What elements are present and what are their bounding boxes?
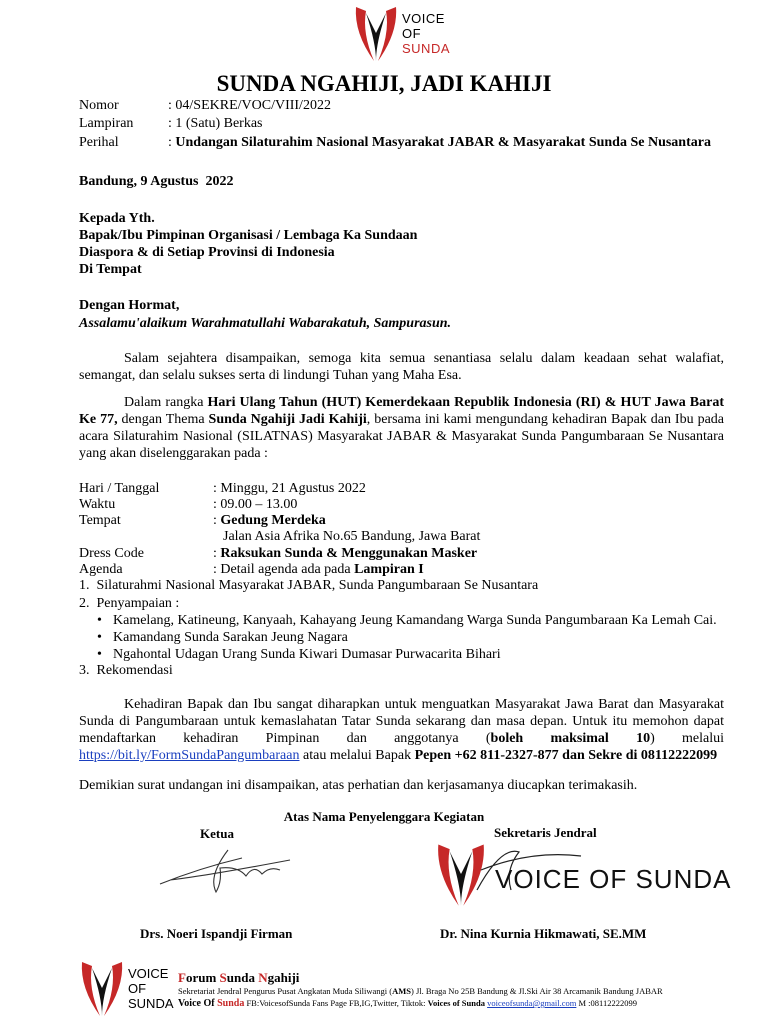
- chair-signature: [150, 840, 300, 900]
- meta-lampiran-label: Lampiran: [79, 116, 134, 131]
- agenda-item: 2. Penyampaian :: [79, 596, 180, 611]
- list-item: • Kamandang Sunda Sarakan Jeung Nagara: [97, 629, 717, 646]
- event-time-value: : 09.00 – 13.00: [213, 497, 298, 512]
- closing-sentence: Demikian surat undangan ini disampaikan, atas perhatian dan kerjasamanya diucapkan terimakasih.: [79, 778, 638, 793]
- event-time-label: Waktu: [79, 497, 116, 512]
- list-item: • Kamelang, Katineung, Kanyaah, Kahayang Jeung Kamandang Warga Sunda Pangumbaraan Ka Lemah Cai.: [97, 612, 717, 629]
- event-place-label: Tempat: [79, 513, 121, 528]
- agenda-item: 3. Rekomendasi: [79, 663, 173, 678]
- paragraph-opening: Salam sejahtera disampaikan, semoga kita semua senantiasa selalu dalam keadaan sehat walafiat, semangat, dan selalu sukses serta di lindungi Tuhan yang Maha Esa.: [79, 351, 724, 383]
- event-dress-label: Dress Code: [79, 546, 144, 561]
- event-date-label: Hari / Tanggal: [79, 481, 160, 496]
- footer-org-name: Forum Sunda Ngahiji: [178, 970, 300, 985]
- header-logo: [352, 3, 462, 65]
- letter-date: Bandung, 9 Agustus 2022: [79, 174, 234, 189]
- registration-link[interactable]: https://bit.ly/FormSundaPangumbaraan: [79, 748, 300, 763]
- recipient-block: [79, 210, 417, 278]
- meta-nomor-label: Nomor: [79, 98, 119, 113]
- recipient-line: Kepada Yth.: [79, 211, 155, 226]
- list-item: • Ngahontal Udagan Urang Sunda Kiwari Dumasar Purwacarita Bihari: [97, 646, 717, 663]
- logo-voice-text: VOICE: [128, 966, 169, 981]
- recipient-line: Di Tempat: [79, 262, 142, 277]
- meta-perihal-value: : Undangan Silaturahim Nasional Masyarakat JABAR & Masyarakat Sunda Se Nusantara: [168, 135, 711, 150]
- agenda-bullet-list: [97, 612, 717, 663]
- letter-title: SUNDA NGAHIJI, JADI KAHIJI: [216, 71, 552, 96]
- paragraph-invitation: Dalam rangka Hari Ulang Tahun (HUT) Kemerdekaan Republik Indonesia (RI) & HUT Jawa Barat Ke 77, dengan Thema Sunda Ngahiji Jadi Kahiji, bersama ini kami mengundang kehadiran Bapak dan Ibu pada acara Silaturahim Nasional (SILATNAS) Masyarakat JABAR & Masyarakat Sunda Pangumbaraan Se Nusantara yang akan diselenggarakan pada :: [79, 395, 724, 461]
- chair-name: Drs. Noeri Ispandji Firman: [140, 926, 293, 941]
- greeting: Dengan Hormat,: [79, 298, 180, 313]
- recipient-line: Bapak/Ibu Pimpinan Organisasi / Lembaga Ka Sundaan: [79, 228, 418, 243]
- chair-title: Ketua: [200, 826, 234, 841]
- footer-contacts: Voice Of Sunda FB:VoicesofSunda Fans Page FB,IG,Twitter, Tiktok: Voices of Sunda voiceofsunda@gmail.com M :08112222099: [178, 998, 637, 1009]
- voice-of-sunda-emblem-icon: [78, 958, 126, 1018]
- meta-lampiran-value: : 1 (Satu) Berkas: [168, 116, 263, 131]
- event-date-value: : Minggu, 21 Agustus 2022: [213, 481, 366, 496]
- meta-nomor-value: : 04/SEKRE/VOC/VIII/2022: [168, 98, 331, 113]
- stamp-text: VOICE OF SUNDA: [495, 864, 732, 894]
- voice-of-sunda-emblem-icon: [352, 3, 400, 63]
- footer-logo: [78, 958, 178, 1020]
- organizer-heading: Atas Nama Penyelenggara Kegiatan: [283, 809, 485, 824]
- logo-sunda-text: SUNDA: [128, 996, 174, 1011]
- paragraph-registration: Kehadiran Bapak dan Ibu sangat diharapkan untuk menguatkan Masyarakat Jawa Barat dan Masyarakat Sunda di Pangumbaraan untuk kemaslahatan Tatar Sunda sekarang dan masa depan. Untuk itu memohon dapat mendaftarkan kehadiran Pimpinan dan anggotanya (boleh maksimal 10) melalui https://bit.ly/FormSundaPangumbaraan atau melalui Bapak Pepen +62 811-2327-877 dan Sekre di 08112222099: [79, 697, 725, 763]
- logo-of-text: OF: [402, 26, 422, 41]
- recipient-line: Diaspora & di Setiap Provinsi di Indonesia: [79, 245, 335, 260]
- event-agenda-value: : Detail agenda ada pada Lampiran I: [213, 562, 424, 577]
- logo-of-text: OF: [128, 981, 147, 996]
- salam: Assalamu'alaikum Warahmatullahi Wabarakatuh, Sampurasun.: [79, 316, 452, 331]
- event-agenda-label: Agenda: [79, 562, 123, 577]
- agenda-item: 1. Silaturahmi Nasional Masyarakat JABAR, Sunda Pangumbaraan Se Nusantara: [79, 578, 539, 593]
- footer-address: Sekretariat Jendral Pengurus Pusat Angkatan Muda Siliwangi (AMS) Jl. Braga No 25B Bandung & Jl.Ski Air 38 Arcamanik Bandung JABAR: [178, 986, 663, 996]
- meta-perihal-label: Perihal: [79, 135, 119, 150]
- logo-voice-text: VOICE: [402, 11, 445, 26]
- event-address: Jalan Asia Afrika No.65 Bandung, Jawa Barat: [223, 529, 481, 544]
- secretary-stamp: [433, 840, 732, 910]
- event-dress-value: : Raksukan Sunda & Menggunakan Masker: [213, 546, 478, 561]
- secretary-name: Dr. Nina Kurnia Hikmawati, SE.MM: [440, 926, 647, 941]
- footer-email-link[interactable]: voiceofsunda@gmail.com: [487, 998, 577, 1008]
- logo-sunda-text: SUNDA: [402, 41, 451, 56]
- event-place-value: : Gedung Merdeka: [213, 513, 326, 528]
- secretary-title: Sekretaris Jendral: [494, 825, 597, 840]
